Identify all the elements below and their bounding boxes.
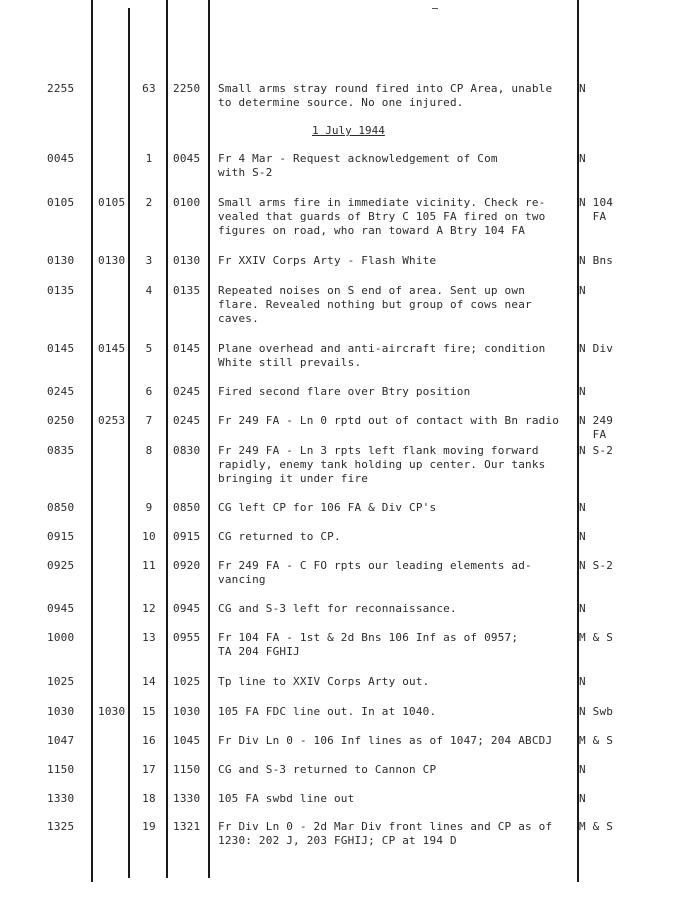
entry-text — [218, 414, 578, 428]
distribution-line: N 249 — [579, 414, 614, 427]
column-rule-2 — [128, 8, 130, 878]
time-in: 1150 — [47, 763, 75, 776]
time-originated: 0915 — [173, 530, 201, 543]
serial-number: 8 — [145, 444, 153, 457]
entry-text — [218, 284, 578, 326]
serial-number: 2 — [145, 196, 153, 209]
entry-line: vealed that guards of Btry C 105 FA fired on two — [218, 210, 546, 223]
serial-number: 15 — [142, 705, 156, 718]
time-in: 0250 — [47, 414, 75, 427]
entry-line: Fr 249 FA - C FO rpts our leading elements ad- — [218, 559, 532, 572]
time-originated: 1321 — [173, 820, 201, 833]
serial-number: 3 — [145, 254, 153, 267]
distribution-line: N S-2 — [579, 559, 614, 572]
serial-number: 16 — [142, 734, 156, 747]
entry-line: Fr 249 FA - Ln 0 rptd out of contact with Bn radio — [218, 414, 560, 427]
entry-line: 1230: 202 J, 203 FGHIJ; CP at 194 D — [218, 834, 457, 847]
distribution-line: N — [579, 152, 586, 165]
time-in: 1330 — [47, 792, 75, 805]
time-originated: 2250 — [173, 82, 201, 95]
entry-line: caves. — [218, 312, 259, 325]
distribution-line: N — [579, 530, 586, 543]
distribution-line: N — [579, 82, 586, 95]
distribution — [579, 152, 639, 166]
time-originated: 0245 — [173, 385, 201, 398]
entry-text — [218, 602, 578, 616]
column-rule-1 — [91, 0, 93, 882]
distribution-line: N — [579, 675, 586, 688]
time-originated: 1045 — [173, 734, 201, 747]
entry-text — [218, 82, 578, 110]
page-mark — [432, 8, 438, 9]
time-in: 1047 — [47, 734, 75, 747]
time-in: 2255 — [47, 82, 75, 95]
entry-line: Fr 104 FA - 1st & 2d Bns 106 Inf as of 0957; — [218, 631, 519, 644]
time-out: 0253 — [98, 414, 126, 427]
distribution — [579, 385, 639, 399]
time-out: 1030 — [98, 705, 126, 718]
time-out: 0130 — [98, 254, 126, 267]
distribution — [579, 82, 639, 96]
time-originated: 0245 — [173, 414, 201, 427]
time-originated: 0850 — [173, 501, 201, 514]
entry-text — [218, 734, 578, 748]
entry-text — [218, 152, 578, 180]
distribution — [579, 675, 639, 689]
entry-text — [218, 254, 578, 268]
distribution — [579, 792, 639, 806]
distribution-line: N — [579, 501, 586, 514]
serial-number: 10 — [142, 530, 156, 543]
entry-text — [218, 385, 578, 399]
serial-number: 6 — [145, 385, 153, 398]
distribution — [579, 631, 639, 645]
entry-line: rapidly, enemy tank holding up center. Our tanks — [218, 458, 546, 471]
serial-number: 4 — [145, 284, 153, 297]
entry-text — [218, 342, 578, 370]
entry-text — [218, 501, 578, 515]
distribution-line: N Bns — [579, 254, 614, 267]
entry-line: Repeated noises on S end of area. Sent up own — [218, 284, 526, 297]
serial-number: 14 — [142, 675, 156, 688]
distribution-line: N — [579, 602, 586, 615]
time-in: 0915 — [47, 530, 75, 543]
distribution — [579, 284, 639, 298]
time-originated: 0945 — [173, 602, 201, 615]
entry-line: with S-2 — [218, 166, 273, 179]
entry-line: flare. Revealed nothing but group of cows near — [218, 298, 532, 311]
distribution — [579, 342, 639, 356]
time-originated: 0955 — [173, 631, 201, 644]
time-originated: 0920 — [173, 559, 201, 572]
time-originated: 1030 — [173, 705, 201, 718]
distribution — [579, 559, 639, 573]
entry-line: White still prevails. — [218, 356, 362, 369]
entry-text — [218, 763, 578, 777]
entry-line: 105 FA FDC line out. In at 1040. — [218, 705, 437, 718]
entry-line: TA 204 FGHIJ — [218, 645, 300, 658]
entry-text — [218, 196, 578, 238]
entry-line: to determine source. No one injured. — [218, 96, 464, 109]
serial-number: 18 — [142, 792, 156, 805]
time-in: 0925 — [47, 559, 75, 572]
time-in: 0245 — [47, 385, 75, 398]
distribution-line: N S-2 — [579, 444, 614, 457]
entry-text — [218, 792, 578, 806]
distribution-line: N — [579, 792, 586, 805]
time-in: 0850 — [47, 501, 75, 514]
distribution-line: N — [579, 284, 586, 297]
time-in: 0045 — [47, 152, 75, 165]
entry-text — [218, 559, 578, 587]
entry-line: Plane overhead and anti-aircraft fire; condition — [218, 342, 546, 355]
entry-line: Small arms stray round fired into CP Area, unable — [218, 82, 553, 95]
distribution — [579, 501, 639, 515]
distribution — [579, 763, 639, 777]
entry-line: CG and S-3 left for reconnaissance. — [218, 602, 457, 615]
entry-text — [218, 820, 578, 848]
serial-number: 7 — [145, 414, 153, 427]
distribution — [579, 734, 639, 748]
distribution — [579, 530, 639, 544]
distribution — [579, 254, 639, 268]
time-in: 1325 — [47, 820, 75, 833]
time-in: 1030 — [47, 705, 75, 718]
time-originated: 0830 — [173, 444, 201, 457]
entry-line: 105 FA swbd line out — [218, 792, 355, 805]
entry-text — [218, 705, 578, 719]
time-in: 0945 — [47, 602, 75, 615]
serial-number: 12 — [142, 602, 156, 615]
time-out: 0145 — [98, 342, 126, 355]
distribution-line: FA — [579, 210, 607, 223]
time-out: 0105 — [98, 196, 126, 209]
time-originated: 0130 — [173, 254, 201, 267]
time-in: 1000 — [47, 631, 75, 644]
serial-number: 1 — [145, 152, 153, 165]
distribution-line: N 104 — [579, 196, 614, 209]
column-rule-3 — [166, 0, 168, 878]
entry-line: Fr Div Ln 0 - 106 Inf lines as of 1047; 204 ABCDJ — [218, 734, 553, 747]
distribution — [579, 414, 639, 442]
entry-line: figures on road, who ran toward A Btry 104 FA — [218, 224, 526, 237]
distribution-line: M & S — [579, 734, 614, 747]
distribution — [579, 602, 639, 616]
entry-line: Fired second flare over Btry position — [218, 385, 471, 398]
distribution — [579, 820, 639, 834]
time-in: 0135 — [47, 284, 75, 297]
distribution-line: N — [579, 763, 586, 776]
distribution-line: M & S — [579, 631, 614, 644]
distribution — [579, 705, 639, 719]
serial-number: 9 — [145, 501, 153, 514]
entry-text — [218, 530, 578, 544]
time-originated: 1330 — [173, 792, 201, 805]
distribution-line: N — [579, 385, 586, 398]
time-originated: 0145 — [173, 342, 201, 355]
time-in: 0105 — [47, 196, 75, 209]
entry-line: vancing — [218, 573, 266, 586]
distribution — [579, 444, 639, 458]
entry-text — [218, 675, 578, 689]
serial-number: 11 — [142, 559, 156, 572]
entry-line: CG and S-3 returned to Cannon CP — [218, 763, 437, 776]
time-originated: 0135 — [173, 284, 201, 297]
time-originated: 1025 — [173, 675, 201, 688]
time-in: 0130 — [47, 254, 75, 267]
distribution-line: N Div — [579, 342, 614, 355]
entry-text — [218, 631, 578, 659]
serial-number: 19 — [142, 820, 156, 833]
time-in: 1025 — [47, 675, 75, 688]
date-heading: 1 July 1944 — [312, 124, 385, 137]
entry-line: Fr 4 Mar - Request acknowledgement of Com — [218, 152, 498, 165]
distribution-line: M & S — [579, 820, 614, 833]
entry-line: Fr Div Ln 0 - 2d Mar Div front lines and CP as of — [218, 820, 553, 833]
time-originated: 0045 — [173, 152, 201, 165]
entry-line: Fr XXIV Corps Arty - Flash White — [218, 254, 437, 267]
distribution — [579, 196, 639, 224]
entry-line: Fr 249 FA - Ln 3 rpts left flank moving forward — [218, 444, 539, 457]
entry-text — [218, 444, 578, 486]
entry-line: Small arms fire in immediate vicinity. Check re- — [218, 196, 546, 209]
entry-line: bringing it under fire — [218, 472, 369, 485]
entry-line: CG left CP for 106 FA & Div CP's — [218, 501, 437, 514]
distribution-line: N Swb — [579, 705, 614, 718]
serial-number: 13 — [142, 631, 156, 644]
entry-line: CG returned to CP. — [218, 530, 341, 543]
time-originated: 0100 — [173, 196, 201, 209]
serial-number: 63 — [142, 82, 156, 95]
serial-number: 5 — [145, 342, 153, 355]
serial-number: 17 — [142, 763, 156, 776]
time-originated: 1150 — [173, 763, 201, 776]
time-in: 0145 — [47, 342, 75, 355]
distribution-line: FA — [579, 428, 607, 441]
time-in: 0835 — [47, 444, 75, 457]
entry-line: Tp line to XXIV Corps Arty out. — [218, 675, 430, 688]
